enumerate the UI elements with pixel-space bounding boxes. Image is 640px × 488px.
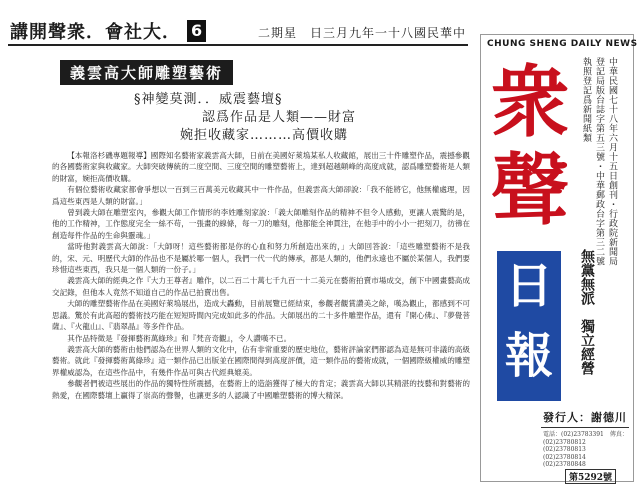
masthead-registration-info: 中華民國七十八年六月十五日創刊・行政院新聞局登記局版台誌字第五三號・中華郵政台字第三二號執照登記爲新聞紙類	[581, 57, 617, 266]
masthead-issue-number: 第5292號	[565, 469, 616, 484]
article-paragraph: 曾到義大師在雕塑室內，參觀大師工作情形的李姓雕刻家說：「義大師雕刻作品的精神不但令人感動，更讓人震驚的是，他的工作精神，工作態度完全一絲不苟，一張畫的線條，每一刀的雕刻，他都能全神貫注，在他手中的小小一把刻刀，彷彿在創造每件作品的生命與靈魂。」	[52, 208, 470, 240]
article-title: 義雲高大師雕塑藝術	[60, 60, 233, 85]
masthead-logo-daily	[497, 251, 561, 401]
masthead-divider	[541, 427, 629, 428]
article-paragraph: 有個位藝術收藏家都會爭想以一百到三百萬美元收藏其中一件作品，但義雲高大師卻說：「我不能將它，他無權處理，因爲這些東西是人類的財富。」	[52, 185, 470, 206]
masthead-slogan: 無黨無派 獨立經營	[579, 249, 595, 375]
page-number: 6	[187, 20, 206, 42]
article-body	[52, 150, 470, 401]
article-subhead-1: §神變莫測．．威震藝壇§	[134, 92, 283, 107]
issue-date: 二期星 日三月九年一十八國民華中	[258, 26, 467, 40]
newspaper-masthead	[480, 34, 638, 483]
masthead-english-name: CHUNG SHENG DAILY NEWS	[487, 39, 638, 49]
article	[52, 58, 472, 478]
section-title: 講開聲衆．會社大．	[10, 22, 181, 43]
article-paragraph: 當時他對義雲高大師說：「大師呀！這些藝術都是你的心血和努力所創造出來的，」大師回答說：「這些雕塑藝術不是我的，宋、元、明歷代大師的作品也不是屬於哪一個人，我們一代一代的傳承，都是人類的，他們永遠也不屬於某個人，我們要珍惜這些東西，我只是一個人類的一份子。」	[52, 242, 470, 275]
article-subhead-3: 婉拒收藏家………高價收購	[180, 128, 349, 143]
article-paragraph: 其作品特徵是『發揮藝術萬綠珍』和『梵音奇觀』，令人讚嘆不已。	[67, 333, 292, 343]
masthead-publisher: 發行人：謝德川	[543, 411, 627, 424]
masthead-logo-name: 衆聲	[490, 57, 569, 236]
masthead-contacts: 電話：(02)23783391 傳真：(02)23780812 (02)23780813 (02)23780814 (02)23780848	[543, 431, 628, 468]
article-paragraph: 義雲高大師的經典之作『大力王尊者』雕作，以二百二十萬七千九百一十二美元在藝術拍賣市場成交，創下中國畫藝高成交記錄，但他本人竟然不知道自己的作品已拍賣出售。	[52, 276, 470, 297]
article-subhead-2: 認爲作品是人類——財富	[202, 110, 357, 125]
article-paragraph: 大師的雕塑藝術作品在美國好萊塢展出，造成大轟動，目前展覽已經結束，參觀者觀賞讚美之餘，嘆為觀止，都感到不可思議。驚於有此高超的藝術技巧能在短短時間內完成如此多的作品。大師展出的二十多件雕塑作品，還有『開心佛』、『夢覺菩薩』、『火龍山』、『翡翠晶』等多件作品。	[52, 299, 470, 332]
masthead-logo-daily-text: 日報	[504, 258, 553, 384]
section-header	[10, 18, 206, 44]
article-paragraph: 【本報洛杉磯專題報導】國際知名藝術家義雲高大師，日前在美國好萊塢某私人收藏館，展出三十件雕塑作品，震撼參觀的各國藝術家與收藏家。大師突破傳統的二度空間、三度空間的雕塑藝術上，達到超越顛峰的高度成就，認爲雕塑藝術是人類的財富，婉拒高價收購。	[52, 151, 470, 183]
header-divider	[8, 44, 468, 46]
article-paragraph: 參觀者們被這些展出的作品的獨特性所震撼，在藝術上的造詣獲得了極大的肯定；義雲高大師以其精湛的技藝和對藝術的熱愛，在國際藝壇上贏得了崇高的聲譽，也讓更多的人認識了中國雕塑藝術的博大精深。	[52, 379, 470, 400]
article-paragraph: 義雲高大師的藝術由他們認為在世界人類的文化中，佔有非常重要的歷史地位，藝術評論家們都認為這是無可非議的高級藝術。就此『發揮藝術萬綠珍』這一類作品已出版並在國際間得到高度評價，這一類作品的藝術成就，一個國際級權威的雕塑界權威認為，在這些作品中，有幾件作品可與古代經典媲美。	[52, 344, 470, 377]
